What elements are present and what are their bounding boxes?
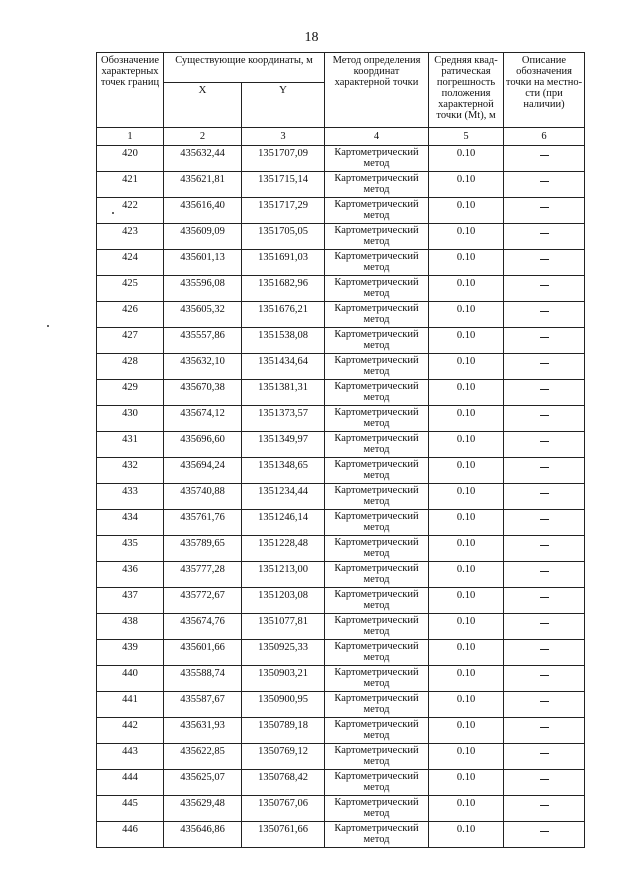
dash-mark xyxy=(540,545,549,546)
x-coordinate-cell: 435605,32 xyxy=(164,302,242,328)
dash-mark xyxy=(540,389,549,390)
point-id-cell: 438 xyxy=(97,614,164,640)
error-cell: 0.10 xyxy=(429,354,504,380)
description-cell xyxy=(504,588,585,614)
error-cell: 0.10 xyxy=(429,406,504,432)
method-cell: Картометрический метод xyxy=(325,692,429,718)
point-id-cell: 443 xyxy=(97,744,164,770)
dash-mark xyxy=(540,311,549,312)
boundary-points-table xyxy=(96,52,585,848)
method-cell: Картометрический метод xyxy=(325,354,429,380)
y-coordinate-cell: 1351705,05 xyxy=(242,224,325,250)
x-coordinate-cell: 435674,12 xyxy=(164,406,242,432)
description-cell xyxy=(504,666,585,692)
column-number-row xyxy=(97,128,585,146)
description-cell xyxy=(504,640,585,666)
dash-mark xyxy=(540,207,549,208)
method-cell: Картометрический метод xyxy=(325,770,429,796)
y-coordinate-cell: 1351538,08 xyxy=(242,328,325,354)
x-coordinate-cell: 435609,09 xyxy=(164,224,242,250)
dash-mark xyxy=(540,701,549,702)
header-description: Описание обозначения точки на местно- сти (при наличии) xyxy=(504,53,585,128)
method-cell: Картометрический метод xyxy=(325,328,429,354)
description-cell xyxy=(504,276,585,302)
error-cell: 0.10 xyxy=(429,770,504,796)
x-coordinate-cell: 435616,40 xyxy=(164,198,242,224)
error-cell: 0.10 xyxy=(429,744,504,770)
dash-mark xyxy=(540,181,549,182)
method-cell: Картометрический метод xyxy=(325,276,429,302)
x-coordinate-cell: 435670,38 xyxy=(164,380,242,406)
dash-mark xyxy=(540,623,549,624)
point-id-cell: 425 xyxy=(97,276,164,302)
y-coordinate-cell: 1350789,18 xyxy=(242,718,325,744)
x-coordinate-cell: 435777,28 xyxy=(164,562,242,588)
error-cell: 0.10 xyxy=(429,224,504,250)
point-id-cell: 423 xyxy=(97,224,164,250)
y-coordinate-cell: 1351682,96 xyxy=(242,276,325,302)
table-row xyxy=(97,796,585,822)
point-id-cell: 422 xyxy=(97,198,164,224)
x-coordinate-cell: 435772,67 xyxy=(164,588,242,614)
method-cell: Картометрический метод xyxy=(325,640,429,666)
dash-mark xyxy=(540,233,549,234)
point-id-cell: 427 xyxy=(97,328,164,354)
x-coordinate-cell: 435601,13 xyxy=(164,250,242,276)
method-cell: Картометрический метод xyxy=(325,302,429,328)
description-cell xyxy=(504,198,585,224)
table-row xyxy=(97,822,585,848)
dash-mark xyxy=(540,805,549,806)
point-id-cell: 445 xyxy=(97,796,164,822)
point-id-cell: 431 xyxy=(97,432,164,458)
method-cell: Картометрический метод xyxy=(325,484,429,510)
y-coordinate-cell: 1351246,14 xyxy=(242,510,325,536)
y-coordinate-cell: 1351434,64 xyxy=(242,354,325,380)
y-coordinate-cell: 1351717,29 xyxy=(242,198,325,224)
error-cell: 0.10 xyxy=(429,562,504,588)
error-cell: 0.10 xyxy=(429,276,504,302)
header-error: Средняя квад- ратическая погрешность положения характерной точки (Mt), м xyxy=(429,53,504,128)
error-cell: 0.10 xyxy=(429,692,504,718)
method-cell: Картометрический метод xyxy=(325,510,429,536)
table-row xyxy=(97,224,585,250)
header-method: Метод определения координат характерной точки xyxy=(325,53,429,128)
error-cell: 0.10 xyxy=(429,822,504,848)
header-y: Y xyxy=(242,83,325,128)
description-cell xyxy=(504,354,585,380)
method-cell: Картометрический метод xyxy=(325,822,429,848)
point-id-cell: 439 xyxy=(97,640,164,666)
x-coordinate-cell: 435632,44 xyxy=(164,146,242,172)
point-id-cell: 437 xyxy=(97,588,164,614)
dash-mark xyxy=(540,831,549,832)
description-cell xyxy=(504,614,585,640)
point-id-cell: 428 xyxy=(97,354,164,380)
method-cell: Картометрический метод xyxy=(325,432,429,458)
y-coordinate-cell: 1351213,00 xyxy=(242,562,325,588)
dash-mark xyxy=(540,415,549,416)
column-number: 4 xyxy=(325,128,429,146)
table-row xyxy=(97,250,585,276)
method-cell: Картометрический метод xyxy=(325,536,429,562)
x-coordinate-cell: 435631,93 xyxy=(164,718,242,744)
point-id-cell: 446 xyxy=(97,822,164,848)
y-coordinate-cell: 1351203,08 xyxy=(242,588,325,614)
y-coordinate-cell: 1350768,42 xyxy=(242,770,325,796)
x-coordinate-cell: 435601,66 xyxy=(164,640,242,666)
error-cell: 0.10 xyxy=(429,172,504,198)
table-row xyxy=(97,302,585,328)
x-coordinate-cell: 435696,60 xyxy=(164,432,242,458)
table-row xyxy=(97,588,585,614)
point-id-cell: 421 xyxy=(97,172,164,198)
error-cell: 0.10 xyxy=(429,198,504,224)
error-cell: 0.10 xyxy=(429,536,504,562)
method-cell: Картометрический метод xyxy=(325,796,429,822)
point-id-cell: 433 xyxy=(97,484,164,510)
table-row xyxy=(97,406,585,432)
x-coordinate-cell: 435646,86 xyxy=(164,822,242,848)
column-number: 5 xyxy=(429,128,504,146)
x-coordinate-cell: 435625,07 xyxy=(164,770,242,796)
dash-mark xyxy=(540,753,549,754)
description-cell xyxy=(504,380,585,406)
point-id-cell: 442 xyxy=(97,718,164,744)
table-row xyxy=(97,484,585,510)
point-id-cell: 441 xyxy=(97,692,164,718)
table-row xyxy=(97,172,585,198)
dash-mark xyxy=(540,441,549,442)
y-coordinate-cell: 1351691,03 xyxy=(242,250,325,276)
description-cell xyxy=(504,536,585,562)
dash-mark xyxy=(540,285,549,286)
table-row xyxy=(97,562,585,588)
y-coordinate-cell: 1350769,12 xyxy=(242,744,325,770)
y-coordinate-cell: 1350900,95 xyxy=(242,692,325,718)
table-row xyxy=(97,276,585,302)
table-row xyxy=(97,692,585,718)
method-cell: Картометрический метод xyxy=(325,172,429,198)
description-cell xyxy=(504,328,585,354)
x-coordinate-cell: 435632,10 xyxy=(164,354,242,380)
description-cell xyxy=(504,562,585,588)
method-cell: Картометрический метод xyxy=(325,718,429,744)
table-row xyxy=(97,744,585,770)
table-row xyxy=(97,718,585,744)
y-coordinate-cell: 1350925,33 xyxy=(242,640,325,666)
dash-mark xyxy=(540,493,549,494)
x-coordinate-cell: 435621,81 xyxy=(164,172,242,198)
error-cell: 0.10 xyxy=(429,718,504,744)
description-cell xyxy=(504,744,585,770)
table-row xyxy=(97,666,585,692)
scan-speck xyxy=(112,212,114,214)
method-cell: Картометрический метод xyxy=(325,406,429,432)
description-cell xyxy=(504,224,585,250)
y-coordinate-cell: 1351715,14 xyxy=(242,172,325,198)
header-x: X xyxy=(164,83,242,128)
table-row xyxy=(97,614,585,640)
header-point-id: Обозначение характерных точек границ xyxy=(97,53,164,128)
method-cell: Картометрический метод xyxy=(325,744,429,770)
description-cell xyxy=(504,406,585,432)
method-cell: Картометрический метод xyxy=(325,562,429,588)
error-cell: 0.10 xyxy=(429,666,504,692)
dash-mark xyxy=(540,155,549,156)
dash-mark xyxy=(540,675,549,676)
table-row xyxy=(97,432,585,458)
description-cell xyxy=(504,770,585,796)
description-cell xyxy=(504,172,585,198)
point-id-cell: 426 xyxy=(97,302,164,328)
error-cell: 0.10 xyxy=(429,796,504,822)
table-body xyxy=(97,146,585,848)
table-row xyxy=(97,458,585,484)
x-coordinate-cell: 435674,76 xyxy=(164,614,242,640)
y-coordinate-cell: 1351234,44 xyxy=(242,484,325,510)
error-cell: 0.10 xyxy=(429,328,504,354)
y-coordinate-cell: 1351228,48 xyxy=(242,536,325,562)
y-coordinate-cell: 1351373,57 xyxy=(242,406,325,432)
y-coordinate-cell: 1350903,21 xyxy=(242,666,325,692)
table-row xyxy=(97,770,585,796)
method-cell: Картометрический метод xyxy=(325,666,429,692)
error-cell: 0.10 xyxy=(429,484,504,510)
y-coordinate-cell: 1351381,31 xyxy=(242,380,325,406)
method-cell: Картометрический метод xyxy=(325,588,429,614)
y-coordinate-cell: 1351077,81 xyxy=(242,614,325,640)
x-coordinate-cell: 435622,85 xyxy=(164,744,242,770)
description-cell xyxy=(504,146,585,172)
dash-mark xyxy=(540,649,549,650)
description-cell xyxy=(504,484,585,510)
dash-mark xyxy=(540,259,549,260)
error-cell: 0.10 xyxy=(429,614,504,640)
y-coordinate-cell: 1351349,97 xyxy=(242,432,325,458)
point-id-cell: 424 xyxy=(97,250,164,276)
table-row xyxy=(97,328,585,354)
x-coordinate-cell: 435789,65 xyxy=(164,536,242,562)
dash-mark xyxy=(540,337,549,338)
method-cell: Картометрический метод xyxy=(325,146,429,172)
table-row xyxy=(97,536,585,562)
table-row xyxy=(97,640,585,666)
error-cell: 0.10 xyxy=(429,432,504,458)
x-coordinate-cell: 435629,48 xyxy=(164,796,242,822)
scan-speck xyxy=(47,325,49,327)
table-row xyxy=(97,380,585,406)
error-cell: 0.10 xyxy=(429,588,504,614)
y-coordinate-cell: 1351348,65 xyxy=(242,458,325,484)
page-number: 18 xyxy=(304,30,319,45)
method-cell: Картометрический метод xyxy=(325,250,429,276)
table-row xyxy=(97,198,585,224)
error-cell: 0.10 xyxy=(429,640,504,666)
description-cell xyxy=(504,796,585,822)
column-number: 1 xyxy=(97,128,164,146)
description-cell xyxy=(504,718,585,744)
dash-mark xyxy=(540,519,549,520)
method-cell: Картометрический метод xyxy=(325,614,429,640)
error-cell: 0.10 xyxy=(429,302,504,328)
point-id-cell: 420 xyxy=(97,146,164,172)
point-id-cell: 436 xyxy=(97,562,164,588)
error-cell: 0.10 xyxy=(429,380,504,406)
error-cell: 0.10 xyxy=(429,510,504,536)
error-cell: 0.10 xyxy=(429,458,504,484)
method-cell: Картометрический метод xyxy=(325,224,429,250)
y-coordinate-cell: 1351676,21 xyxy=(242,302,325,328)
table-row xyxy=(97,146,585,172)
dash-mark xyxy=(540,467,549,468)
dash-mark xyxy=(540,571,549,572)
point-id-cell: 435 xyxy=(97,536,164,562)
header-coordinates: Существующие координаты, м xyxy=(164,53,325,83)
dash-mark xyxy=(540,779,549,780)
dash-mark xyxy=(540,597,549,598)
description-cell xyxy=(504,510,585,536)
x-coordinate-cell: 435596,08 xyxy=(164,276,242,302)
point-id-cell: 444 xyxy=(97,770,164,796)
method-cell: Картометрический метод xyxy=(325,380,429,406)
description-cell xyxy=(504,302,585,328)
y-coordinate-cell: 1350761,66 xyxy=(242,822,325,848)
point-id-cell: 440 xyxy=(97,666,164,692)
table-row xyxy=(97,354,585,380)
description-cell xyxy=(504,458,585,484)
x-coordinate-cell: 435587,67 xyxy=(164,692,242,718)
y-coordinate-cell: 1351707,09 xyxy=(242,146,325,172)
table-row xyxy=(97,510,585,536)
description-cell xyxy=(504,692,585,718)
x-coordinate-cell: 435588,74 xyxy=(164,666,242,692)
description-cell xyxy=(504,822,585,848)
error-cell: 0.10 xyxy=(429,146,504,172)
column-number: 3 xyxy=(242,128,325,146)
column-number: 2 xyxy=(164,128,242,146)
column-number: 6 xyxy=(504,128,585,146)
description-cell xyxy=(504,250,585,276)
point-id-cell: 430 xyxy=(97,406,164,432)
dash-mark xyxy=(540,363,549,364)
x-coordinate-cell: 435740,88 xyxy=(164,484,242,510)
point-id-cell: 432 xyxy=(97,458,164,484)
method-cell: Картометрический метод xyxy=(325,458,429,484)
x-coordinate-cell: 435761,76 xyxy=(164,510,242,536)
point-id-cell: 434 xyxy=(97,510,164,536)
dash-mark xyxy=(540,727,549,728)
error-cell: 0.10 xyxy=(429,250,504,276)
description-cell xyxy=(504,432,585,458)
x-coordinate-cell: 435557,86 xyxy=(164,328,242,354)
point-id-cell: 429 xyxy=(97,380,164,406)
x-coordinate-cell: 435694,24 xyxy=(164,458,242,484)
y-coordinate-cell: 1350767,06 xyxy=(242,796,325,822)
method-cell: Картометрический метод xyxy=(325,198,429,224)
